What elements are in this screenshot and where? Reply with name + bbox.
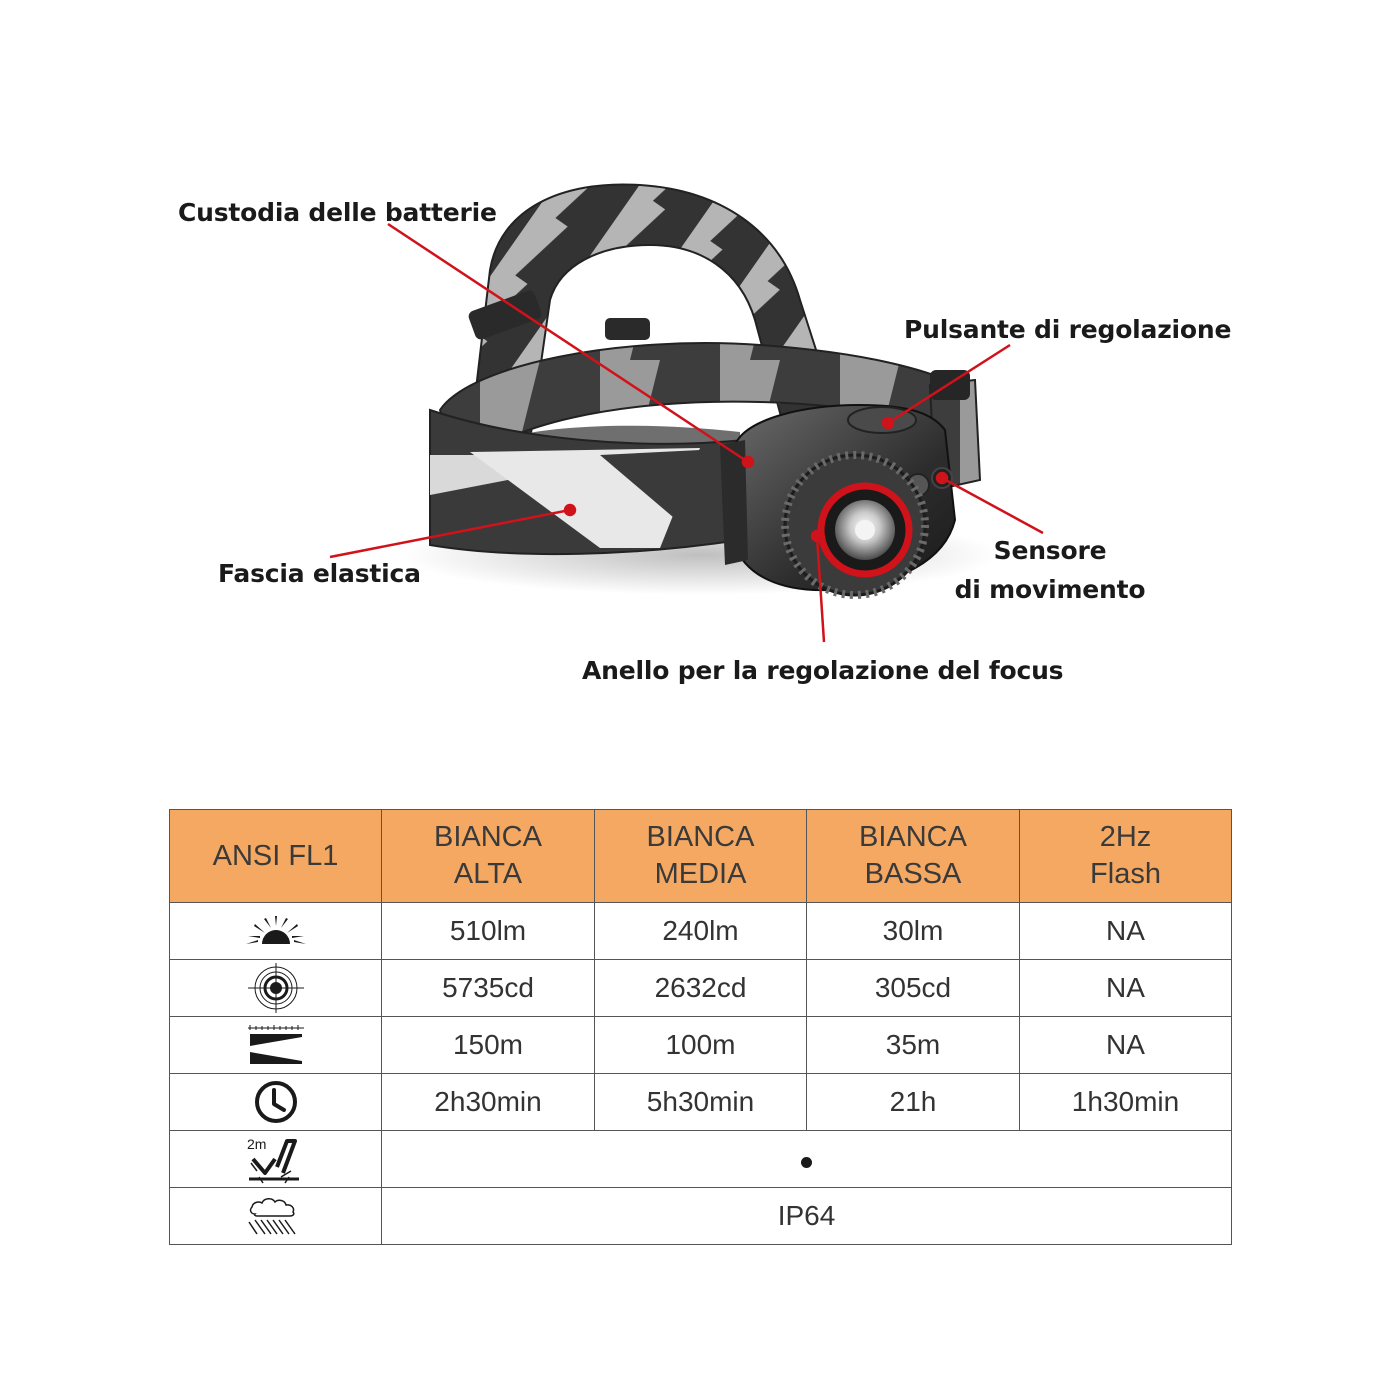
beam-distance-icon — [246, 1024, 306, 1066]
row-icon-cell — [170, 1131, 382, 1188]
row-icon-cell — [170, 1188, 382, 1245]
callout-motion-sensor-line1: Sensore — [993, 536, 1107, 565]
impact-resistance-icon — [241, 1133, 311, 1185]
light-output-icon — [244, 914, 308, 948]
header-flash-line1: 2Hz — [1099, 821, 1152, 853]
header-high-line2: ALTA — [453, 858, 523, 890]
row2-high: 5735cd — [382, 960, 595, 1017]
leader-sensor — [942, 478, 1043, 533]
row-icon-cell — [170, 1074, 382, 1131]
header-ansi-label: ANSI FL1 — [212, 839, 339, 872]
run-time-icon — [252, 1078, 300, 1126]
row4-medium: 5h30min — [595, 1074, 807, 1131]
row2-medium: 2632cd — [595, 960, 807, 1017]
callout-elastic-band: Fascia elastica — [218, 559, 421, 588]
water-value-cell: IP64 — [382, 1188, 1232, 1245]
table-row — [170, 1074, 1232, 1131]
header-ansi — [170, 810, 382, 903]
header-low-line2: BASSA — [864, 858, 962, 890]
callout-focus-ring: Anello per la regolazione del focus — [582, 656, 1064, 684]
water-resistance-icon — [241, 1192, 311, 1240]
row1-flash: NA — [1020, 903, 1232, 960]
row1-medium: 240lm — [595, 903, 807, 960]
leader-dot-sensor — [937, 473, 947, 483]
callout-motion-sensor-line2: di movimento — [954, 575, 1146, 604]
header-low-line1: BIANCA — [859, 821, 967, 853]
header-medium-line2: MEDIA — [654, 858, 747, 890]
header-low — [807, 810, 1020, 903]
table-row — [170, 1017, 1232, 1074]
table-row — [170, 1188, 1232, 1245]
strap-slider — [605, 318, 650, 340]
row4-flash: 1h30min — [1020, 1074, 1232, 1131]
header-flash — [1020, 810, 1232, 903]
header-high-line1: BIANCA — [434, 821, 542, 853]
table-row — [170, 903, 1232, 960]
callout-battery-case: Custodia delle batterie — [178, 198, 497, 227]
header-high — [382, 810, 595, 903]
row2-flash: NA — [1020, 960, 1232, 1017]
row4-high: 2h30min — [382, 1074, 595, 1131]
table-row — [170, 960, 1232, 1017]
row-icon-cell — [170, 903, 382, 960]
spec-table — [169, 809, 1232, 1245]
table-row — [170, 1131, 1232, 1188]
leader-dot-battery — [743, 457, 753, 467]
leader-dot-focus — [812, 531, 822, 541]
impact-height-text: 2m — [246, 1136, 266, 1152]
row3-low: 35m — [807, 1017, 1020, 1074]
row4-low: 21h — [807, 1074, 1020, 1131]
row3-high: 150m — [382, 1017, 595, 1074]
callout-adjust-button: Pulsante di regolazione — [904, 315, 1232, 344]
row3-medium: 100m — [595, 1017, 807, 1074]
row3-flash: NA — [1020, 1017, 1232, 1074]
row2-low: 305cd — [807, 960, 1020, 1017]
row-icon-cell — [170, 1017, 382, 1074]
leader-dot-band — [565, 505, 575, 515]
peak-beam-intensity-icon — [244, 963, 308, 1013]
leader-dot-button — [883, 418, 893, 428]
header-flash-line2: Flash — [1090, 858, 1161, 890]
impact-supported-dot — [801, 1157, 812, 1168]
row1-low: 30lm — [807, 903, 1020, 960]
header-medium-line1: BIANCA — [646, 821, 755, 853]
led — [855, 520, 875, 540]
row-icon-cell — [170, 960, 382, 1017]
header-medium — [595, 810, 807, 903]
impact-value-cell — [382, 1131, 1232, 1188]
table-header-row — [170, 810, 1232, 903]
row1-high: 510lm — [382, 903, 595, 960]
